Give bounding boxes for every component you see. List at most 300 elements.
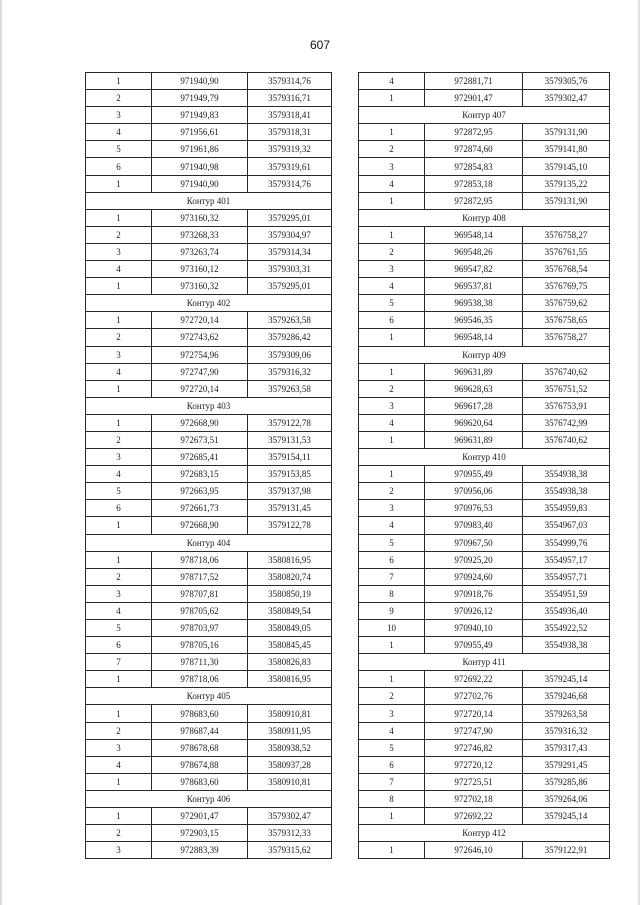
coord-y: 3579302,47 [248, 808, 332, 825]
coord-x: 973160,32 [152, 278, 248, 295]
contour-title: Контур 405 [86, 688, 332, 705]
point-number: 1 [359, 363, 425, 380]
coord-y: 3576740,62 [523, 363, 610, 380]
coord-y: 3580910,81 [248, 705, 332, 722]
point-number: 1 [86, 278, 152, 295]
point-number: 7 [359, 568, 425, 585]
coord-x: 978705,16 [152, 637, 248, 654]
coord-x: 970924,60 [425, 568, 523, 585]
coord-x: 970955,49 [425, 466, 523, 483]
coord-x: 972883,39 [152, 842, 248, 859]
contour-header-row [86, 534, 332, 551]
point-row [86, 585, 332, 602]
point-row [86, 671, 332, 688]
coord-x: 972853,18 [425, 175, 523, 192]
point-number: 1 [86, 175, 152, 192]
point-row [359, 380, 610, 397]
coord-x: 969628,63 [425, 380, 523, 397]
point-row [359, 192, 610, 209]
point-row [359, 158, 610, 175]
coord-y: 3579286,42 [248, 329, 332, 346]
point-number: 1 [359, 671, 425, 688]
point-number: 4 [86, 261, 152, 278]
coord-y: 3579137,98 [248, 483, 332, 500]
coord-y: 3579312,33 [248, 825, 332, 842]
coord-y: 3579145,10 [523, 158, 610, 175]
coord-x: 969631,89 [425, 363, 523, 380]
contour-title: Контур 409 [359, 346, 610, 363]
coord-x: 969620,64 [425, 414, 523, 431]
point-row [86, 842, 332, 859]
point-row [86, 243, 332, 260]
point-number: 6 [359, 551, 425, 568]
contour-title: Контур 411 [359, 654, 610, 671]
coord-x: 970955,49 [425, 637, 523, 654]
point-row [86, 568, 332, 585]
point-row [359, 842, 610, 859]
point-row [359, 261, 610, 278]
point-row [359, 363, 610, 380]
point-row [86, 431, 332, 448]
point-row [86, 808, 332, 825]
contour-header-row [86, 688, 332, 705]
coord-y: 3580816,95 [248, 671, 332, 688]
point-number: 3 [86, 842, 152, 859]
coord-x: 972881,71 [425, 73, 523, 90]
point-number: 4 [359, 278, 425, 295]
coord-y: 3579245,14 [523, 671, 610, 688]
point-row [359, 534, 610, 551]
coord-y: 3579305,76 [523, 73, 610, 90]
point-row [86, 124, 332, 141]
point-number: 3 [86, 449, 152, 466]
point-number: 7 [86, 654, 152, 671]
contour-title: Контур 404 [86, 534, 332, 551]
coord-x: 972685,41 [152, 449, 248, 466]
coord-y: 3576761,55 [523, 243, 610, 260]
point-number: 1 [359, 226, 425, 243]
coord-y: 3579131,45 [248, 500, 332, 517]
point-row [359, 175, 610, 192]
coord-x: 973263,74 [152, 243, 248, 260]
contour-title: Контур 401 [86, 192, 332, 209]
coord-x: 972702,76 [425, 688, 523, 705]
contour-header-row [359, 654, 610, 671]
coord-y: 3579302,47 [523, 90, 610, 107]
coord-y: 3576758,65 [523, 312, 610, 329]
point-row [86, 226, 332, 243]
contour-header-row [359, 209, 610, 226]
coord-y: 3579122,78 [248, 517, 332, 534]
coord-y: 3579122,91 [523, 842, 610, 859]
point-number: 8 [359, 585, 425, 602]
point-row [359, 637, 610, 654]
coord-x: 972854,83 [425, 158, 523, 175]
coord-y: 3576751,52 [523, 380, 610, 397]
point-number: 5 [359, 739, 425, 756]
coord-x: 972668,90 [152, 517, 248, 534]
point-row [359, 568, 610, 585]
coord-y: 3576758,27 [523, 329, 610, 346]
coord-y: 3576742,99 [523, 414, 610, 431]
point-number: 4 [359, 722, 425, 739]
coord-y: 3579291,45 [523, 756, 610, 773]
coord-x: 972746,82 [425, 739, 523, 756]
point-number: 1 [359, 842, 425, 859]
point-row [359, 73, 610, 90]
point-row [359, 483, 610, 500]
point-row [86, 756, 332, 773]
coord-x: 969631,89 [425, 431, 523, 448]
point-row [86, 722, 332, 739]
coord-x: 970926,12 [425, 602, 523, 619]
coord-x: 972673,51 [152, 431, 248, 448]
point-row [86, 637, 332, 654]
coord-x: 978678,68 [152, 739, 248, 756]
point-number: 1 [359, 431, 425, 448]
coord-y: 3554938,38 [523, 466, 610, 483]
coord-x: 971956,61 [152, 124, 248, 141]
coord-y: 3579295,01 [248, 278, 332, 295]
point-row [86, 261, 332, 278]
point-number: 2 [86, 722, 152, 739]
point-number: 2 [86, 329, 152, 346]
point-number: 4 [86, 124, 152, 141]
coord-y: 3579316,71 [248, 90, 332, 107]
point-number: 1 [86, 705, 152, 722]
coord-x: 971949,79 [152, 90, 248, 107]
coord-x: 972725,51 [425, 773, 523, 790]
point-number: 1 [86, 414, 152, 431]
coord-y: 3579263,58 [248, 312, 332, 329]
contour-title: Контур 408 [359, 209, 610, 226]
point-number: 6 [359, 312, 425, 329]
coord-y: 3579285,86 [523, 773, 610, 790]
coord-x: 969538,38 [425, 295, 523, 312]
coord-y: 3579314,76 [248, 175, 332, 192]
coord-y: 3579309,06 [248, 346, 332, 363]
point-row [86, 209, 332, 226]
coord-x: 972668,90 [152, 414, 248, 431]
point-number: 1 [359, 637, 425, 654]
coord-x: 973160,12 [152, 261, 248, 278]
point-number: 4 [359, 175, 425, 192]
point-row [359, 705, 610, 722]
coord-y: 3580937,28 [248, 756, 332, 773]
point-number: 5 [359, 295, 425, 312]
coord-x: 969617,28 [425, 397, 523, 414]
coord-y: 3576769,75 [523, 278, 610, 295]
coord-y: 3579153,85 [248, 466, 332, 483]
point-number: 5 [86, 483, 152, 500]
point-row [86, 175, 332, 192]
point-row [359, 141, 610, 158]
point-row [359, 329, 610, 346]
point-number: 2 [86, 90, 152, 107]
point-row [359, 243, 610, 260]
point-number: 4 [359, 73, 425, 90]
coord-x: 970976,53 [425, 500, 523, 517]
point-number: 1 [359, 329, 425, 346]
coord-y: 3579295,01 [248, 209, 332, 226]
point-row [359, 671, 610, 688]
point-row [86, 346, 332, 363]
coord-y: 3579264,06 [523, 790, 610, 807]
coord-y: 3554951,59 [523, 585, 610, 602]
coord-x: 972646,10 [425, 842, 523, 859]
point-number: 10 [359, 620, 425, 637]
coord-y: 3579154,11 [248, 449, 332, 466]
point-number: 6 [86, 158, 152, 175]
coord-x: 972743,62 [152, 329, 248, 346]
point-number: 3 [86, 739, 152, 756]
coord-y: 3579315,62 [248, 842, 332, 859]
point-row [86, 739, 332, 756]
coord-x: 972661,73 [152, 500, 248, 517]
coord-x: 972901,47 [152, 808, 248, 825]
point-row [86, 483, 332, 500]
coordinates-table-left [85, 72, 332, 859]
point-row [359, 722, 610, 739]
point-number: 1 [359, 808, 425, 825]
contour-header-row [86, 397, 332, 414]
point-row [359, 773, 610, 790]
coord-y: 3576768,54 [523, 261, 610, 278]
coord-x: 972872,95 [425, 124, 523, 141]
point-number: 1 [86, 73, 152, 90]
coord-y: 3554999,76 [523, 534, 610, 551]
point-row [359, 312, 610, 329]
point-row [359, 414, 610, 431]
coord-y: 3580820,74 [248, 568, 332, 585]
point-number: 9 [359, 602, 425, 619]
point-row [359, 739, 610, 756]
coord-y: 3579319,32 [248, 141, 332, 158]
coord-y: 3579263,58 [248, 380, 332, 397]
coord-x: 978703,97 [152, 620, 248, 637]
point-number: 3 [359, 158, 425, 175]
coord-y: 3579141,80 [523, 141, 610, 158]
coord-y: 3554957,17 [523, 551, 610, 568]
point-row [86, 705, 332, 722]
coord-y: 3579131,90 [523, 124, 610, 141]
point-number: 2 [86, 431, 152, 448]
contour-header-row [86, 295, 332, 312]
point-number: 2 [359, 483, 425, 500]
coord-y: 3580910,81 [248, 773, 332, 790]
coord-x: 972702,18 [425, 790, 523, 807]
point-number: 3 [359, 705, 425, 722]
coord-x: 972720,14 [152, 312, 248, 329]
coord-y: 3554938,38 [523, 483, 610, 500]
scan-left-edge [0, 0, 3, 905]
coord-y: 3579317,43 [523, 739, 610, 756]
point-number: 1 [86, 380, 152, 397]
coord-x: 978717,52 [152, 568, 248, 585]
point-number: 3 [86, 243, 152, 260]
point-number: 1 [86, 517, 152, 534]
contour-header-row [359, 825, 610, 842]
coord-y: 3580816,95 [248, 551, 332, 568]
point-number: 1 [86, 773, 152, 790]
coord-x: 969537,81 [425, 278, 523, 295]
point-row [86, 551, 332, 568]
point-row [86, 414, 332, 431]
point-row [359, 756, 610, 773]
coord-x: 970956,06 [425, 483, 523, 500]
coord-x: 972747,90 [425, 722, 523, 739]
coord-x: 978711,30 [152, 654, 248, 671]
point-number: 4 [86, 363, 152, 380]
point-row [86, 602, 332, 619]
point-number: 3 [359, 397, 425, 414]
point-number: 4 [86, 466, 152, 483]
coord-x: 978687,44 [152, 722, 248, 739]
coord-x: 972692,22 [425, 808, 523, 825]
contour-title: Контур 410 [359, 449, 610, 466]
contour-title: Контур 402 [86, 295, 332, 312]
point-number: 2 [359, 380, 425, 397]
point-row [86, 380, 332, 397]
point-row [86, 278, 332, 295]
coord-y: 3579314,76 [248, 73, 332, 90]
point-number: 2 [86, 825, 152, 842]
point-row [359, 90, 610, 107]
point-number: 3 [86, 585, 152, 602]
point-number: 4 [359, 517, 425, 534]
contour-title: Контур 407 [359, 107, 610, 124]
coord-x: 972872,95 [425, 192, 523, 209]
point-row [86, 141, 332, 158]
coord-y: 3579304,97 [248, 226, 332, 243]
coord-x: 971949,83 [152, 107, 248, 124]
coord-x: 970940,10 [425, 620, 523, 637]
coord-x: 969548,26 [425, 243, 523, 260]
point-row [86, 73, 332, 90]
point-number: 7 [359, 773, 425, 790]
point-number: 8 [359, 790, 425, 807]
coord-y: 3580849,05 [248, 620, 332, 637]
coord-y: 3579135,22 [523, 175, 610, 192]
coordinates-table-right [358, 72, 610, 859]
coord-y: 3580845,45 [248, 637, 332, 654]
point-row [86, 329, 332, 346]
page-number: 607 [309, 38, 331, 52]
contour-title: Контур 412 [359, 825, 610, 842]
coord-x: 973160,32 [152, 209, 248, 226]
point-number: 5 [359, 534, 425, 551]
point-number: 2 [86, 226, 152, 243]
coord-x: 970967,50 [425, 534, 523, 551]
coord-y: 3554967,03 [523, 517, 610, 534]
coord-y: 3579319,61 [248, 158, 332, 175]
point-row [86, 500, 332, 517]
coord-y: 3579303,31 [248, 261, 332, 278]
point-row [86, 90, 332, 107]
coord-y: 3579316,32 [248, 363, 332, 380]
point-number: 4 [359, 414, 425, 431]
coord-x: 971940,90 [152, 175, 248, 192]
coord-x: 978674,88 [152, 756, 248, 773]
contour-header-row [86, 192, 332, 209]
coord-y: 3579263,58 [523, 705, 610, 722]
coord-x: 973268,33 [152, 226, 248, 243]
coord-y: 3576759,62 [523, 295, 610, 312]
point-number: 2 [359, 141, 425, 158]
coord-y: 3580826,83 [248, 654, 332, 671]
coord-x: 971940,98 [152, 158, 248, 175]
point-row [86, 517, 332, 534]
point-row [359, 517, 610, 534]
point-number: 4 [86, 602, 152, 619]
coord-y: 3579318,41 [248, 107, 332, 124]
point-number: 5 [86, 141, 152, 158]
point-number: 6 [86, 500, 152, 517]
point-number: 1 [86, 209, 152, 226]
point-number: 1 [86, 312, 152, 329]
contour-header-row [359, 449, 610, 466]
coord-x: 972720,12 [425, 756, 523, 773]
point-row [86, 773, 332, 790]
point-row [86, 825, 332, 842]
coord-x: 971961,86 [152, 141, 248, 158]
coord-x: 969546,35 [425, 312, 523, 329]
point-number: 2 [359, 243, 425, 260]
point-row [86, 363, 332, 380]
coord-y: 3554959,83 [523, 500, 610, 517]
coord-x: 969548,14 [425, 226, 523, 243]
coord-x: 972663,95 [152, 483, 248, 500]
coord-y: 3554938,38 [523, 637, 610, 654]
contour-header-row [359, 346, 610, 363]
coord-y: 3579246,68 [523, 688, 610, 705]
coord-y: 3580911,95 [248, 722, 332, 739]
point-row [359, 295, 610, 312]
point-number: 1 [86, 808, 152, 825]
coord-y: 3554922,52 [523, 620, 610, 637]
coord-x: 978683,60 [152, 773, 248, 790]
coord-x: 972901,47 [425, 90, 523, 107]
point-row [86, 107, 332, 124]
coord-y: 3579245,14 [523, 808, 610, 825]
coord-x: 969547,82 [425, 261, 523, 278]
coord-y: 3554957,71 [523, 568, 610, 585]
point-number: 6 [86, 637, 152, 654]
coord-y: 3580938,52 [248, 739, 332, 756]
coord-x: 978683,60 [152, 705, 248, 722]
point-row [359, 551, 610, 568]
point-number: 5 [86, 620, 152, 637]
coord-x: 970918,76 [425, 585, 523, 602]
coord-y: 3579131,53 [248, 431, 332, 448]
point-number: 1 [86, 671, 152, 688]
coord-x: 969548,14 [425, 329, 523, 346]
coord-x: 972903,15 [152, 825, 248, 842]
point-number: 4 [86, 756, 152, 773]
coord-x: 972720,14 [152, 380, 248, 397]
coord-x: 972747,90 [152, 363, 248, 380]
point-row [86, 312, 332, 329]
coord-y: 3576753,91 [523, 397, 610, 414]
point-number: 3 [86, 346, 152, 363]
coord-y: 3576758,27 [523, 226, 610, 243]
point-number: 2 [86, 568, 152, 585]
coord-x: 978718,06 [152, 671, 248, 688]
coord-y: 3579314,34 [248, 243, 332, 260]
coord-x: 972692,22 [425, 671, 523, 688]
point-number: 1 [86, 551, 152, 568]
point-row [359, 431, 610, 448]
